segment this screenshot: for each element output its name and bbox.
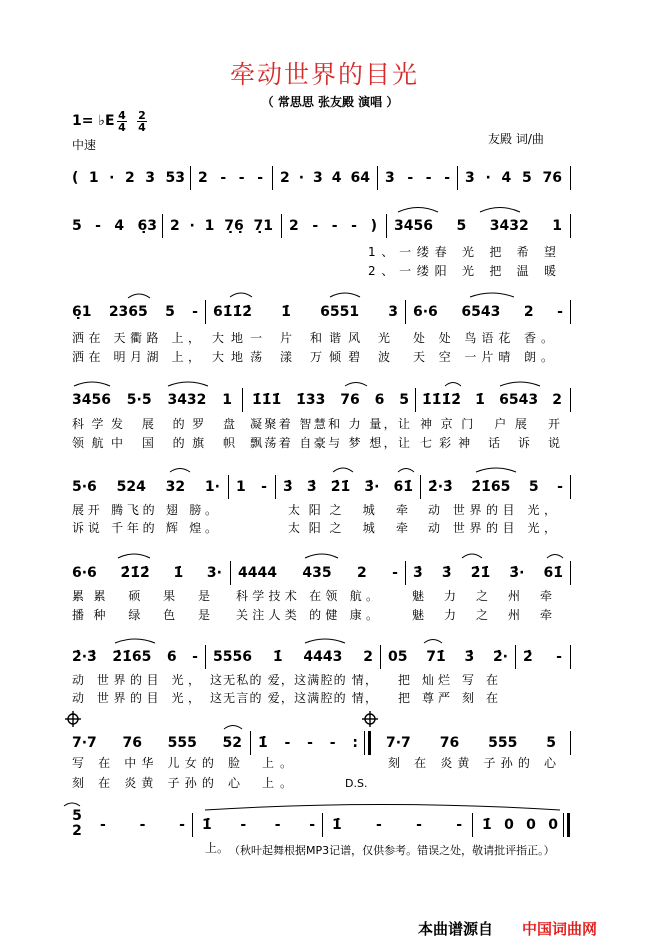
lyric-verse-2: 把 尊严 刻 在 xyxy=(398,691,498,705)
barline xyxy=(228,475,229,499)
score-line-4 xyxy=(0,390,649,410)
repeat-barline xyxy=(364,731,365,755)
measure: 1̇ - - - xyxy=(332,817,462,833)
lyric-verse-2: 这无言的 爱，这满腔的 情， xyxy=(210,691,377,705)
measure: 05 71̇ 3̇ 2̇· xyxy=(388,649,508,665)
measure: 3̇ 3̇ 2̇1̇ 3̇· 61̇ xyxy=(413,565,563,581)
lyric-verse-1: 刻 在 炎黄 子孙的 心 xyxy=(388,756,556,770)
measure: 2̇·3̇ 2̇1̇65 5 - xyxy=(428,479,563,495)
measure: 3̇ 3̇ 2̇1̇ 3̇· 61̇ xyxy=(283,479,413,495)
score-line-3 xyxy=(0,302,649,322)
measure: 1 - xyxy=(236,479,267,495)
slur xyxy=(500,382,540,386)
lyric-verse-2: 洒在 明月湖 上， xyxy=(72,350,200,364)
lyric-verse-1: 累累 硕 果 是 xyxy=(72,589,210,603)
slur xyxy=(424,640,442,644)
measure: 1̇1̇1̇2̇ 1̇ 6543 2 xyxy=(422,392,562,408)
barline xyxy=(570,166,571,190)
measure: 1̇1̇1̇ 1̇33 76 6 5 xyxy=(252,392,409,408)
lyric-verse-2: 诉说 千年的 辉 煌。 xyxy=(72,521,217,535)
lyric-verse-1: 太阳之 城 牵 xyxy=(288,503,408,517)
barline xyxy=(192,813,193,837)
slur xyxy=(470,293,514,297)
score-line-6 xyxy=(0,563,649,583)
barline xyxy=(415,388,416,412)
site-name: 中国词曲网 xyxy=(522,920,598,938)
slur xyxy=(398,208,438,213)
barline xyxy=(570,561,571,585)
lyric-verse-1: 把 灿烂 写 在 xyxy=(398,673,498,687)
slur xyxy=(330,293,360,297)
time-signature xyxy=(117,110,127,133)
measure: 7·7 76 555 52 xyxy=(72,735,242,751)
measure: 1̇ 0 0 0 xyxy=(482,817,558,833)
time-signature-top: 4 xyxy=(118,109,126,122)
barline xyxy=(322,813,323,837)
slur xyxy=(115,639,155,643)
lyric-verse-1: 神京门 户展 开 xyxy=(420,417,560,431)
slur xyxy=(74,382,110,386)
lyric-verse-1: 展开 腾飞的 翅 膀。 xyxy=(72,503,217,517)
barline xyxy=(230,561,231,585)
lyric-verse-1: 洒在 天衢路 上， xyxy=(72,331,200,345)
measure: 7·7 76 555 5 xyxy=(386,735,556,751)
lyric-verse-1: 处 处 鸟语花 香。 xyxy=(413,331,553,345)
barline xyxy=(405,300,406,324)
barline xyxy=(275,475,276,499)
slur xyxy=(128,294,150,298)
lyric-verse-2: 领航中 国 的旗 帜 xyxy=(72,436,235,450)
time-signature-bottom: 4 xyxy=(118,121,126,134)
measure: 2 · 3 4 64 xyxy=(280,170,370,186)
measure: 3 - - - xyxy=(385,170,450,186)
barline xyxy=(205,300,206,324)
barline xyxy=(570,731,571,755)
lyric-verse-1: 凝聚着 智慧和 力 量，让 xyxy=(250,417,410,431)
score-line-8 xyxy=(0,733,649,753)
lyric-verse-1: 1、一缕春 光 把 希 望 xyxy=(368,245,556,259)
measure: 2̇·3̇ 2̇1̇65 6 - xyxy=(72,649,198,665)
time-signature-bottom: 4 xyxy=(138,121,146,134)
lyric-verse-1: 这无私的 爱，这满腔的 情， xyxy=(210,673,377,687)
lyric-verse-1: 大地一 片 和谐风 光 xyxy=(212,331,390,345)
lyric-verse-1: 动 世界的目 光， xyxy=(72,673,200,687)
measure: 3456 5 3432 1 xyxy=(394,218,562,234)
measure: 4444 435 2 - xyxy=(238,565,398,581)
score-line-7 xyxy=(0,647,649,667)
measure: 6·6 6543 2 - xyxy=(413,304,563,320)
measure: 5556 1̇ 4443 2 xyxy=(213,649,373,665)
lyric-verse-2: 七彩神 话 诉 说 xyxy=(420,436,560,450)
barline xyxy=(386,214,387,238)
barline xyxy=(281,214,282,238)
barline xyxy=(570,645,571,669)
slur xyxy=(230,293,252,297)
slur xyxy=(205,805,560,811)
score-line-5 xyxy=(0,477,649,497)
slur xyxy=(547,555,563,559)
barline xyxy=(515,645,516,669)
measure: 1̇ - - - xyxy=(202,817,315,833)
stacked-note-bottom: 2 xyxy=(72,823,82,839)
credits: 友殿 词/曲 xyxy=(488,132,544,146)
lyric-verse-1: 上。 xyxy=(205,841,230,855)
lyric-verse-1: 动 世界的目 光， xyxy=(428,503,556,517)
final-barline xyxy=(563,813,564,837)
tempo-marking: 中速 xyxy=(72,138,97,152)
lyric-verse-2: 刻 在 炎黄 子孙的 心 xyxy=(72,776,240,790)
barline xyxy=(457,166,458,190)
measure: 1̇ - - - : xyxy=(258,735,358,751)
barline xyxy=(272,166,273,190)
lyric-verse-1: 科学技术 在领 航。 xyxy=(236,589,378,603)
dal-segno-marking: D.S. xyxy=(345,777,368,790)
lyric-verse-1: 写 在 中华 儿女的 脸 xyxy=(72,756,240,770)
measure: 6·6 2̇1̇2̇ 1̇ 3· xyxy=(72,565,222,581)
barline xyxy=(570,388,571,412)
slur xyxy=(333,468,353,472)
slur xyxy=(462,554,482,558)
barline xyxy=(162,214,163,238)
coda-icon xyxy=(65,711,81,727)
measure: 2 - - - ) xyxy=(289,218,377,234)
slur xyxy=(170,469,190,473)
lyric-verse-2: 飘荡着 自豪与 梦 想，让 xyxy=(250,436,410,450)
time-signature-top: 2 xyxy=(138,109,146,122)
barline xyxy=(242,388,243,412)
score-line-1 xyxy=(0,168,649,188)
barline xyxy=(570,214,571,238)
stacked-note-top: 5 xyxy=(72,808,82,824)
lyric-verse-2: 太阳之 城 牵 xyxy=(288,521,408,535)
lyric-verse-2: 大地荡 漾 万倾碧 波 xyxy=(212,350,390,364)
barline xyxy=(205,645,206,669)
performers: （ 常思思 张友殿 演唱 ） xyxy=(261,95,399,109)
measure: 61̇1̇2̇ 1̇ 6551 3 xyxy=(213,304,398,320)
measure: 6̣1 2365 5 - xyxy=(72,304,198,320)
barline xyxy=(570,300,571,324)
measure: 5 - 4 6̣3 xyxy=(72,218,157,234)
barline xyxy=(190,166,191,190)
lyric-verse-2: 关注人类 的健 康。 xyxy=(236,608,378,622)
time-signature xyxy=(137,110,147,133)
lyric-verse-2: 天 空 一片晴 朗。 xyxy=(413,350,553,364)
measure: 5·6 524 32 1· xyxy=(72,479,220,495)
final-barline xyxy=(567,813,570,837)
transcription-note: （秋叶起舞根据MP3记谱，仅供参考。错误之处，敬请批评指正。） xyxy=(229,844,555,857)
lyric-verse-2: 魅 力 之 州 牵 xyxy=(412,608,552,622)
measure: ( 1 · 2 3 53 xyxy=(72,170,185,186)
barline xyxy=(570,475,571,499)
barline xyxy=(405,561,406,585)
barline xyxy=(472,813,473,837)
measure: 2 · 1 7̣6̣ 7̣1 xyxy=(170,218,273,234)
slur xyxy=(118,554,150,558)
lyric-verse-1: 上。 xyxy=(262,756,292,770)
slur xyxy=(476,468,516,472)
lyric-verse-2: 上。 xyxy=(262,776,292,790)
slur xyxy=(224,726,242,730)
slur xyxy=(305,639,345,643)
slur xyxy=(480,208,520,213)
slur xyxy=(398,469,414,473)
key-signature: 1= ♭E xyxy=(72,113,115,129)
lyric-verse-2: 动 世界的目 光， xyxy=(72,691,200,705)
slur xyxy=(345,383,367,387)
coda-icon xyxy=(362,711,378,727)
score-line-9 xyxy=(0,815,649,835)
source-label: 本曲谱源自 xyxy=(418,920,494,938)
measure: 3456 5·5 3432 1 xyxy=(72,392,232,408)
lyric-verse-1: 科学发 展 的罗 盘 xyxy=(72,417,235,431)
slur xyxy=(445,383,461,387)
slur xyxy=(64,803,80,806)
page-title: 牵动世界的目光 xyxy=(229,60,419,89)
lyric-verse-2: 播种 绿 色 是 xyxy=(72,608,210,622)
measure: 2̇ - xyxy=(523,649,562,665)
repeat-barline xyxy=(368,731,371,755)
measure: 2 - - - xyxy=(198,170,263,186)
slur xyxy=(305,554,338,558)
slur xyxy=(168,382,208,386)
lyric-verse-2: 2、一缕阳 光 把 温 暖 xyxy=(368,264,556,278)
barline xyxy=(250,731,251,755)
barline xyxy=(420,475,421,499)
measure: - - - xyxy=(100,817,185,833)
lyric-verse-2: 动 世界的目 光， xyxy=(428,521,556,535)
measure: 3 · 4 5 76 xyxy=(465,170,562,186)
barline xyxy=(380,645,381,669)
score-line-2 xyxy=(0,216,649,236)
lyric-verse-1: 魅 力 之 州 牵 xyxy=(412,589,552,603)
barline xyxy=(377,166,378,190)
